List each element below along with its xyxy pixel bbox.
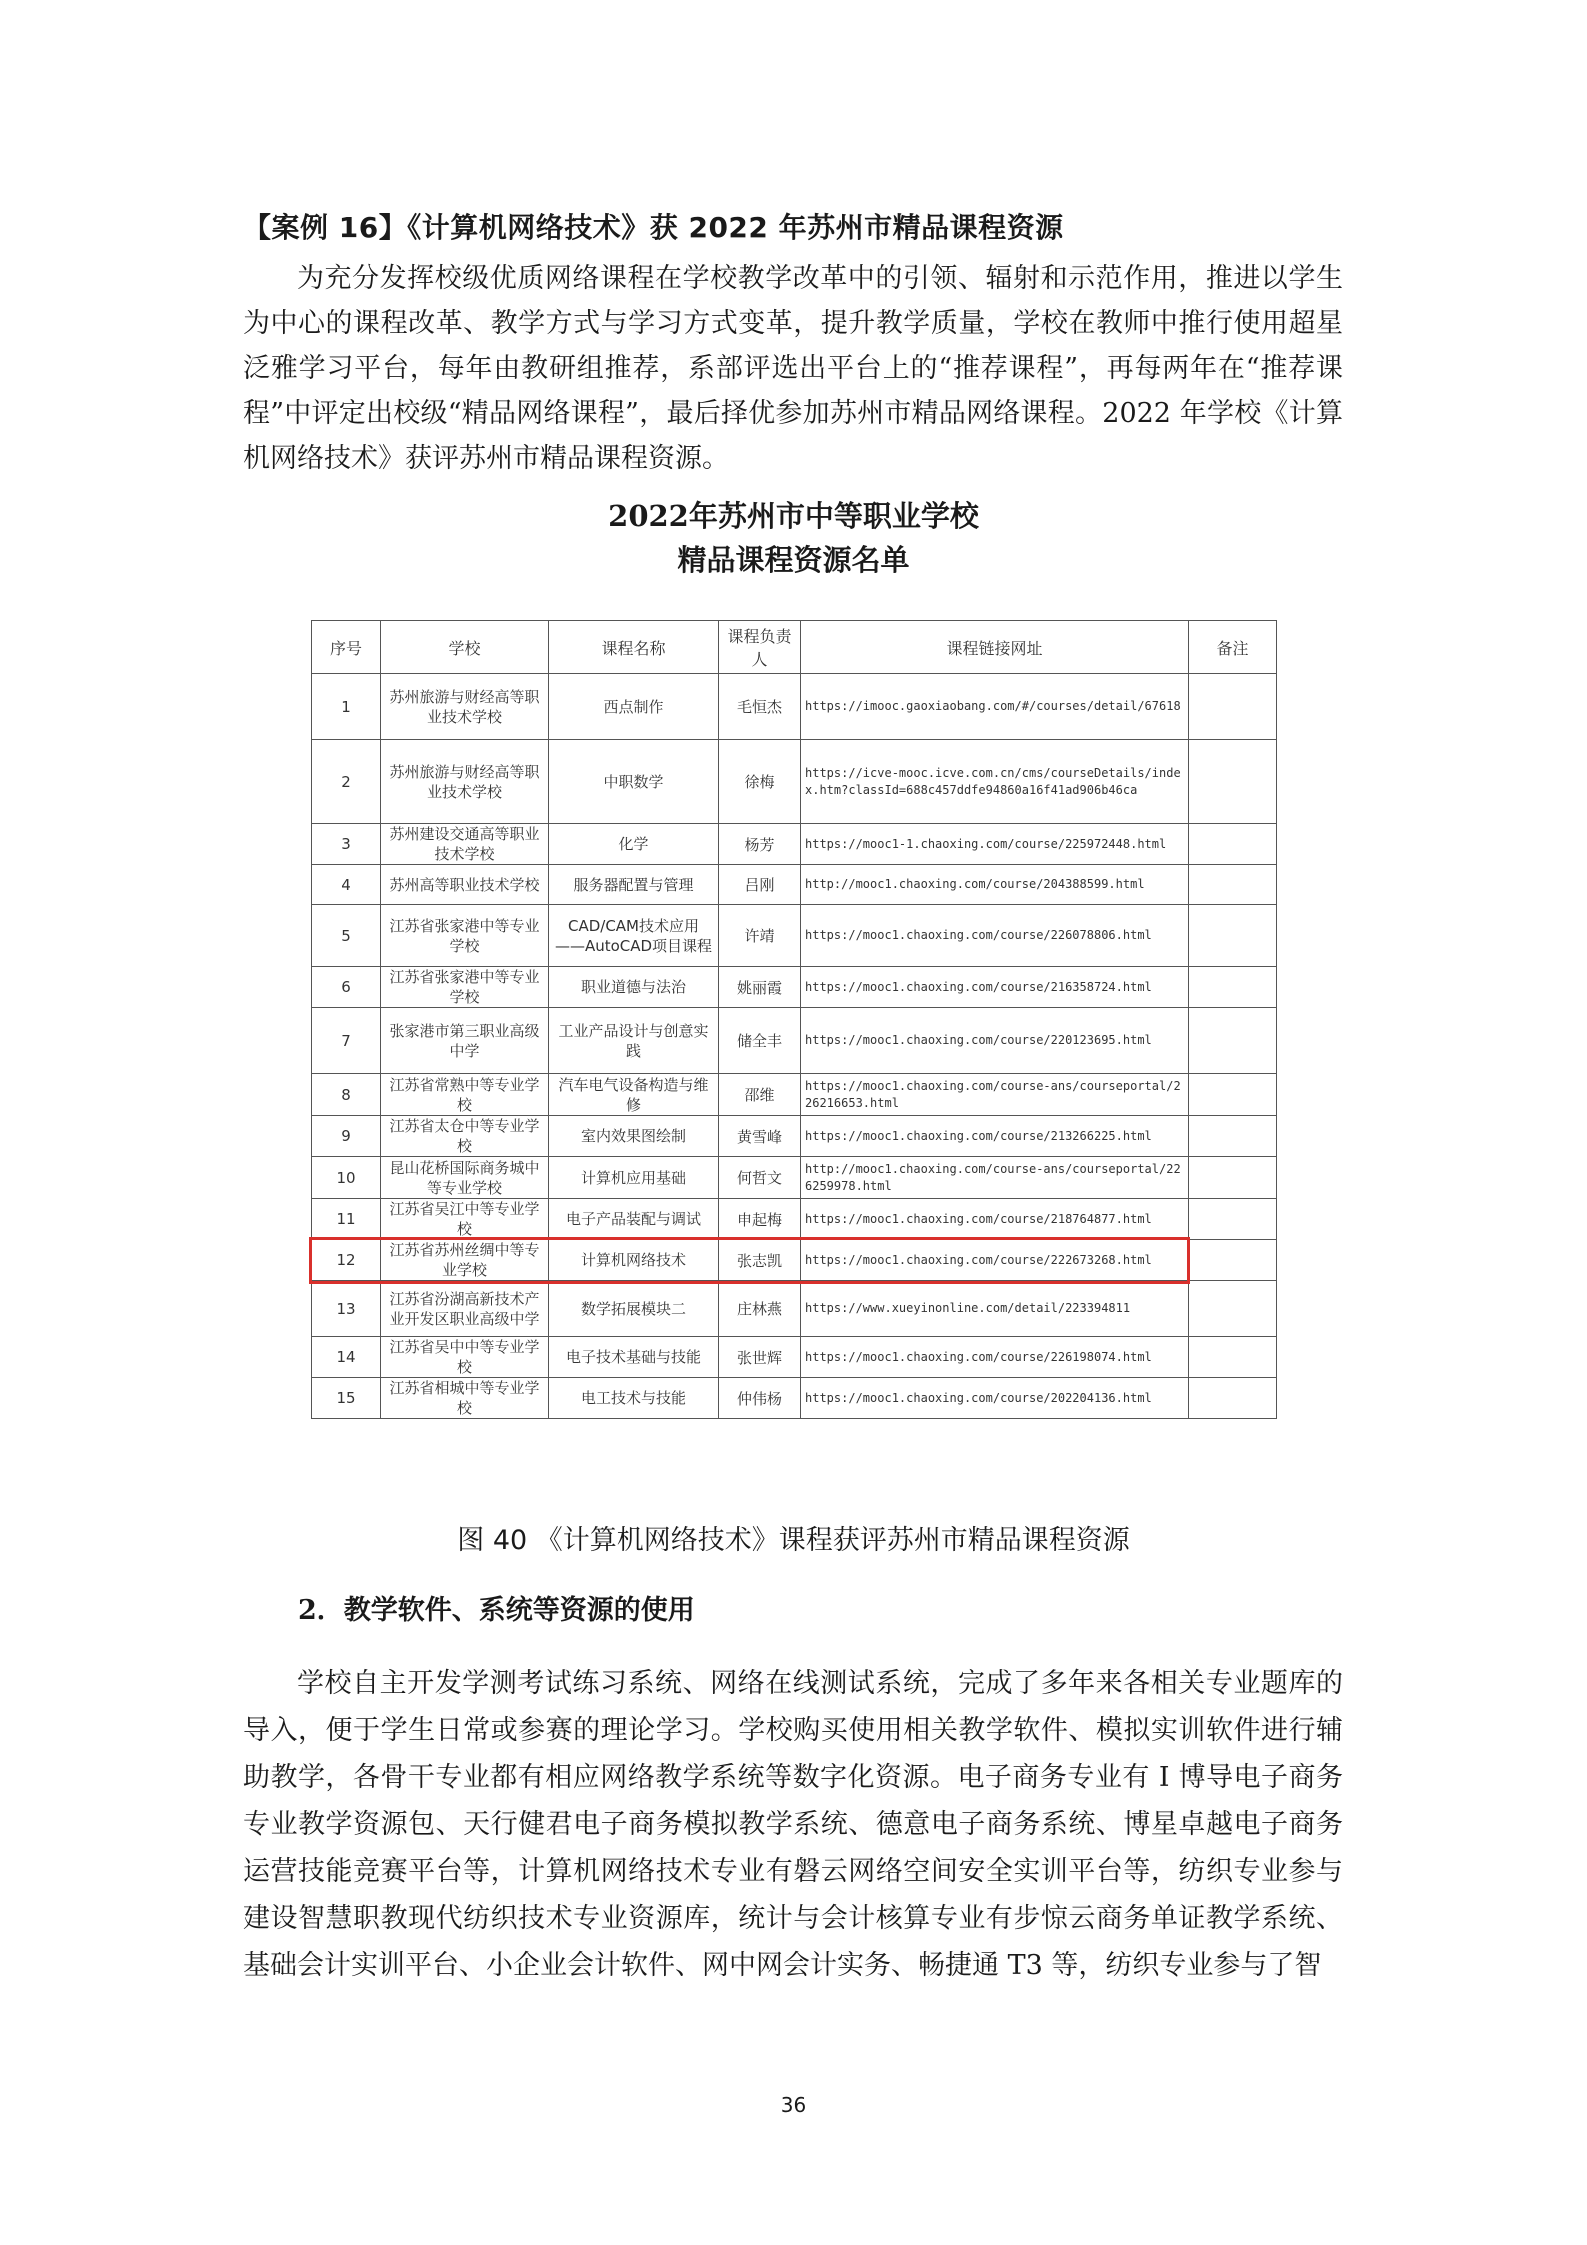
cell-school: 苏州高等职业技术学校 [381,865,549,905]
cell-url: https://mooc1.chaoxing.com/course/226078806.html [801,905,1189,967]
cell-note [1189,967,1277,1008]
cell-no: 2 [312,740,381,824]
cell-url: http://mooc1.chaoxing.com/course/204388599.html [801,865,1189,905]
figure-caption: 图 40 《计算机网络技术》课程获评苏州市精品课程资源 [457,1525,1130,1556]
cell-course: 室内效果图绘制 [549,1116,719,1157]
cell-course: 电工技术与技能 [549,1378,719,1419]
cell-url: https://mooc1.chaoxing.com/course-ans/courseportal/226216653.html [801,1074,1189,1116]
header-url: 课程链接网址 [801,621,1189,674]
cell-school: 江苏省吴中中等专业学校 [381,1337,549,1378]
cell-note [1189,1008,1277,1074]
cell-url: https://mooc1-1.chaoxing.com/course/225972448.html [801,824,1189,865]
cell-note [1189,1337,1277,1378]
cell-url: https://www.xueyinonline.com/detail/223394811 [801,1281,1189,1337]
cell-school: 江苏省张家港中等专业学校 [381,905,549,967]
cell-no: 6 [312,967,381,1008]
table-row [312,905,1277,967]
cell-note [1189,1074,1277,1116]
cell-note [1189,1240,1277,1281]
section-title: 2．教学软件、系统等资源的使用 [298,1595,695,1626]
cell-leader: 黄雪峰 [719,1116,801,1157]
table-row [312,674,1277,740]
cell-no: 4 [312,865,381,905]
cell-no: 14 [312,1337,381,1378]
cell-note [1189,1157,1277,1199]
cell-note [1189,1281,1277,1337]
cell-course: 化学 [549,824,719,865]
header-no: 序号 [312,621,381,674]
cell-course: 职业道德与法治 [549,967,719,1008]
cell-no: 15 [312,1378,381,1419]
table-row [312,1074,1277,1116]
cell-school: 昆山花桥国际商务城中等专业学校 [381,1157,549,1199]
cell-note [1189,1116,1277,1157]
cell-school: 江苏省苏州丝绸中等专业学校 [381,1240,549,1281]
cell-leader: 申起梅 [719,1199,801,1240]
cell-no: 1 [312,674,381,740]
cell-url: https://mooc1.chaoxing.com/course/218764877.html [801,1199,1189,1240]
table-row [312,967,1277,1008]
cell-school: 江苏省太仓中等专业学校 [381,1116,549,1157]
intro-paragraph: 为充分发挥校级优质网络课程在学校教学改革中的引领、辐射和示范作用，推进以学生为中心的课程改革、教学方式与学习方式变革，提升教学质量，学校在教师中推行使用超星泛雅学习平台，每年由教研组推荐，系部评选出平台上的“推荐课程”，再每两年在“推荐课程”中评定出校级“精品网络课程”，最后择优参加苏州市精品网络课程。2022 年学校《计算机网络技术》获评苏州市精品课程资源。 [243,263,1343,474]
table-row [312,1337,1277,1378]
header-note: 备注 [1189,621,1277,674]
body-paragraph: 学校自主开发学测考试练习系统、网络在线测试系统，完成了多年来各相关专业题库的导入，便于学生日常或参赛的理论学习。学校购买使用相关教学软件、模拟实训软件进行辅助教学，各骨干专业都有相应网络教学系统等数字化资源。电子商务专业有 I 博导电子商务专业教学资源包、天行健君电子商务模拟教学系统、德意电子商务系统、博星卓越电子商务运营技能竞赛平台等，计算机网络技术专业有磐云网络空间安全实训平台等，纺织专业参与建设智慧职教现代纺织技术专业资源库，统计与会计核算专业有步惊云商务单证教学系统、基础会计实训平台、小企业会计软件、网中网会计实务、畅捷通 T3 等，纺织专业参与了智 [243,1668,1343,1981]
cell-course: 计算机网络技术 [549,1240,719,1281]
cell-leader: 何哲文 [719,1157,801,1199]
cell-url: https://mooc1.chaoxing.com/course/202204136.html [801,1378,1189,1419]
cell-note [1189,1199,1277,1240]
cell-leader: 张世辉 [719,1337,801,1378]
cell-leader: 庄林燕 [719,1281,801,1337]
table-row [312,740,1277,824]
cell-school: 江苏省张家港中等专业学校 [381,967,549,1008]
table-header-row [312,621,1277,674]
cell-course: 工业产品设计与创意实践 [549,1008,719,1074]
cell-note [1189,865,1277,905]
case-title: 【案例 16】《计算机网络技术》获 2022 年苏州市精品课程资源 [243,211,1064,244]
cell-leader: 杨芳 [719,824,801,865]
cell-no: 10 [312,1157,381,1199]
figure-title-line1: 2022年苏州市中等职业学校 [608,499,979,533]
cell-school: 江苏省汾湖高新技术产业开发区职业高级中学 [381,1281,549,1337]
cell-no: 11 [312,1199,381,1240]
cell-note [1189,824,1277,865]
cell-note [1189,674,1277,740]
cell-url: http://mooc1.chaoxing.com/course-ans/courseportal/226259978.html [801,1157,1189,1199]
cell-course: 数学拓展模块二 [549,1281,719,1337]
cell-school: 张家港市第三职业高级中学 [381,1008,549,1074]
cell-no: 12 [312,1240,381,1281]
cell-course: 汽车电气设备构造与维修 [549,1074,719,1116]
cell-url: https://mooc1.chaoxing.com/course/220123695.html [801,1008,1189,1074]
cell-url: https://mooc1.chaoxing.com/course/216358724.html [801,967,1189,1008]
cell-course: CAD/CAM技术应用——AutoCAD项目课程 [549,905,719,967]
table-row [312,865,1277,905]
cell-no: 8 [312,1074,381,1116]
cell-school: 江苏省常熟中等专业学校 [381,1074,549,1116]
cell-course: 服务器配置与管理 [549,865,719,905]
cell-url: https://mooc1.chaoxing.com/course/213266225.html [801,1116,1189,1157]
cell-no: 13 [312,1281,381,1337]
table-row [312,1281,1277,1337]
cell-school: 苏州旅游与财经高等职业技术学校 [381,740,549,824]
cell-school: 苏州旅游与财经高等职业技术学校 [381,674,549,740]
table-row [312,1157,1277,1199]
cell-course: 电子产品装配与调试 [549,1199,719,1240]
cell-url: https://mooc1.chaoxing.com/course/222673268.html [801,1240,1189,1281]
cell-course: 计算机应用基础 [549,1157,719,1199]
table-row [312,1378,1277,1419]
cell-no: 9 [312,1116,381,1157]
table-row [312,1008,1277,1074]
cell-no: 5 [312,905,381,967]
table-row [312,1240,1277,1281]
cell-course: 西点制作 [549,674,719,740]
cell-url: https://icve-mooc.icve.com.cn/cms/courseDetails/index.htm?classId=688c457ddfe94860a16f41ad906b46ca [801,740,1189,824]
cell-note [1189,740,1277,824]
cell-leader: 徐梅 [719,740,801,824]
cell-course: 中职数学 [549,740,719,824]
figure-course-list [311,490,1276,1500]
cell-school: 苏州建设交通高等职业技术学校 [381,824,549,865]
cell-leader: 张志凯 [719,1240,801,1281]
cell-school: 江苏省相城中等专业学校 [381,1378,549,1419]
cell-url: https://imooc.gaoxiaobang.com/#/courses/detail/67618 [801,674,1189,740]
cell-url: https://mooc1.chaoxing.com/course/226198074.html [801,1337,1189,1378]
table-row [312,824,1277,865]
cell-leader: 许靖 [719,905,801,967]
table-row [312,1199,1277,1240]
cell-note [1189,1378,1277,1419]
cell-no: 7 [312,1008,381,1074]
figure-title-line2: 精品课程资源名单 [677,543,910,577]
page-number: 36 [780,2093,807,2117]
cell-leader: 储全丰 [719,1008,801,1074]
cell-course: 电子技术基础与技能 [549,1337,719,1378]
cell-school: 江苏省吴江中等专业学校 [381,1199,549,1240]
header-course: 课程名称 [549,621,719,674]
cell-no: 3 [312,824,381,865]
cell-note [1189,905,1277,967]
cell-leader: 毛恒杰 [719,674,801,740]
table-row [312,1116,1277,1157]
header-leader: 课程负责人 [719,621,801,674]
cell-leader: 姚丽霞 [719,967,801,1008]
course-table [311,620,1277,1419]
cell-leader: 吕刚 [719,865,801,905]
cell-leader: 邵维 [719,1074,801,1116]
header-school: 学校 [381,621,549,674]
cell-leader: 仲伟杨 [719,1378,801,1419]
